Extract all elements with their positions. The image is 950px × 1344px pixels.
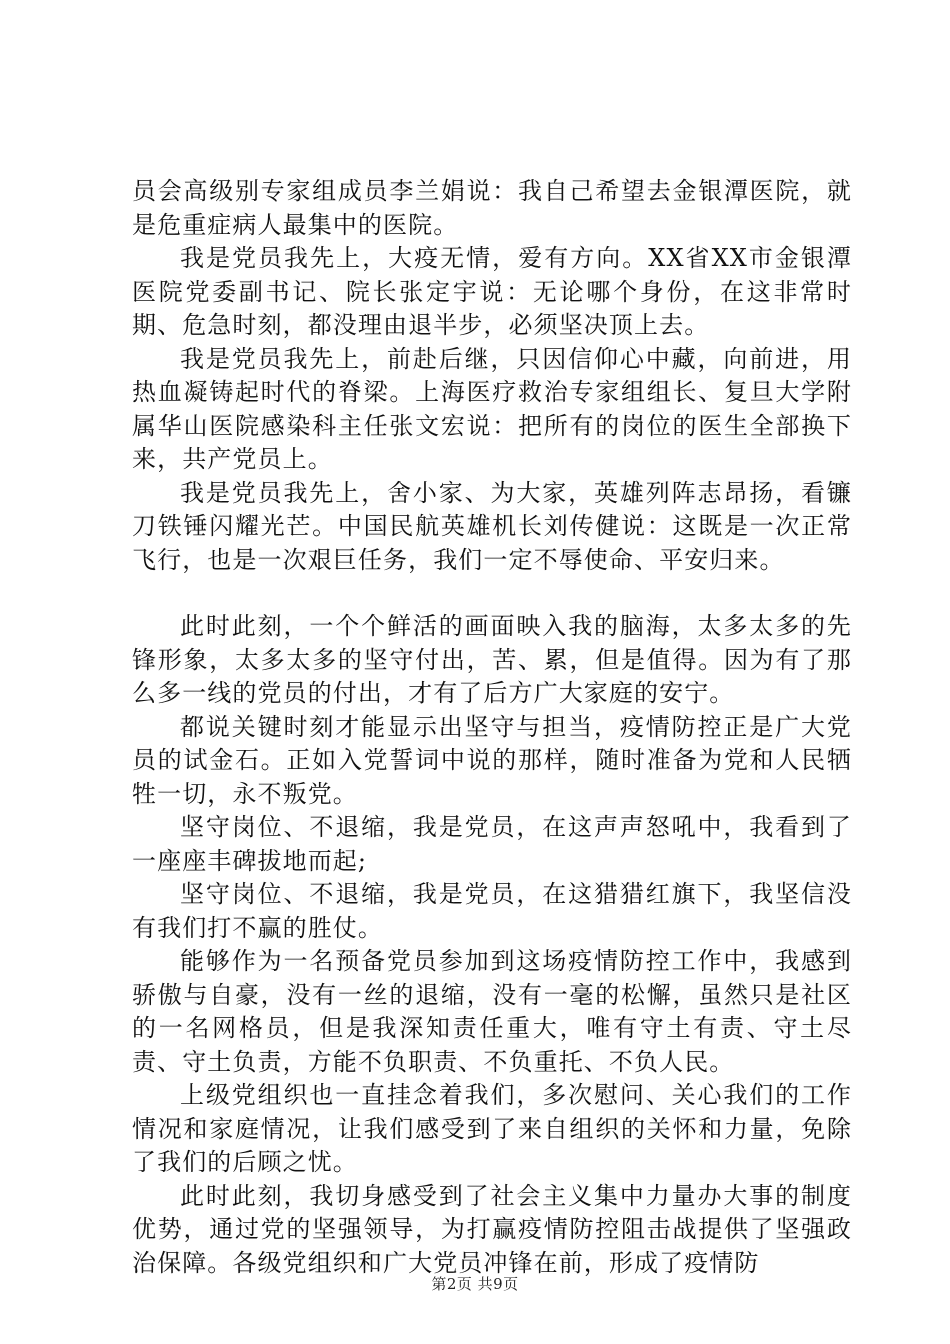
paragraph: 都说关键时刻才能显示出坚守与担当，疫情防控正是广大党员的试金石。正如入党誓词中说的那样，随时准备为党和人民牺牲一切，永不叛党。 [132,712,852,808]
paragraph: 此时此刻，我切身感受到了社会主义集中力量办大事的制度优势，通过党的坚强领导，为打赢疫情防控阻击战提供了坚强政治保障。各级党组织和广大党员冲锋在前，形成了疫情防 [132,1181,852,1277]
paragraph: 我是党员我先上，大疫无情，爱有方向。XX省XX市金银潭医院党委副书记、院长张定宇说：无论哪个身份，在这非常时期、危急时刻，都没理由退半步，必须坚决顶上去。 [132,244,852,339]
paragraph: 能够作为一名预备党员参加到这场疫情防控工作中，我感到骄傲与自豪，没有一丝的退缩，没有一毫的松懈，虽然只是社区的一名网格员，但是我深知责任重大，唯有守土有责、守土尽责、守土负责，方能不负职责、不负重托、不负人民。 [132,947,852,1076]
document-body [132,175,852,1280]
paragraph: 此时此刻，一个个鲜活的画面映入我的脑海，太多太多的先锋形象，太多太多的坚守付出，苦、累，但是值得。因为有了那么多一线的党员的付出，才有了后方广大家庭的安宁。 [132,612,852,707]
page-number-footer: 第2页 共9页 [431,1275,519,1293]
paragraph: 我是党员我先上，前赴后继，只因信仰心中藏，向前进，用热血凝铸起时代的脊梁。上海医疗救治专家组组长、复旦大学附属华山医院感染科主任张文宏说：把所有的岗位的医生全部换下来，共产党员上。 [132,344,852,473]
paragraph: 坚守岗位、不退缩，我是党员，在这声声怒吼中，我看到了一座座丰碑拔地而起; [132,813,852,875]
paragraph-gap [132,577,852,610]
paragraph-continued: 员会高级别专家组成员李兰娟说：我自己希望去金银潭医院，就是危重症病人最集中的医院。 [132,177,852,239]
paragraph: 我是党员我先上，舍小家、为大家，英雄列阵志昂扬，看镰刀铁锤闪耀光芒。中国民航英雄机长刘传健说：这既是一次正常飞行，也是一次艰巨任务，我们一定不辱使命、平安归来。 [132,478,852,574]
paragraph: 坚守岗位、不退缩，我是党员，在这猎猎红旗下，我坚信没有我们打不赢的胜仗。 [132,880,852,942]
paragraph: 上级党组织也一直挂念着我们，多次慰问、关心我们的工作情况和家庭情况，让我们感受到了来自组织的关怀和力量，免除了我们的后顾之忧。 [132,1081,852,1176]
